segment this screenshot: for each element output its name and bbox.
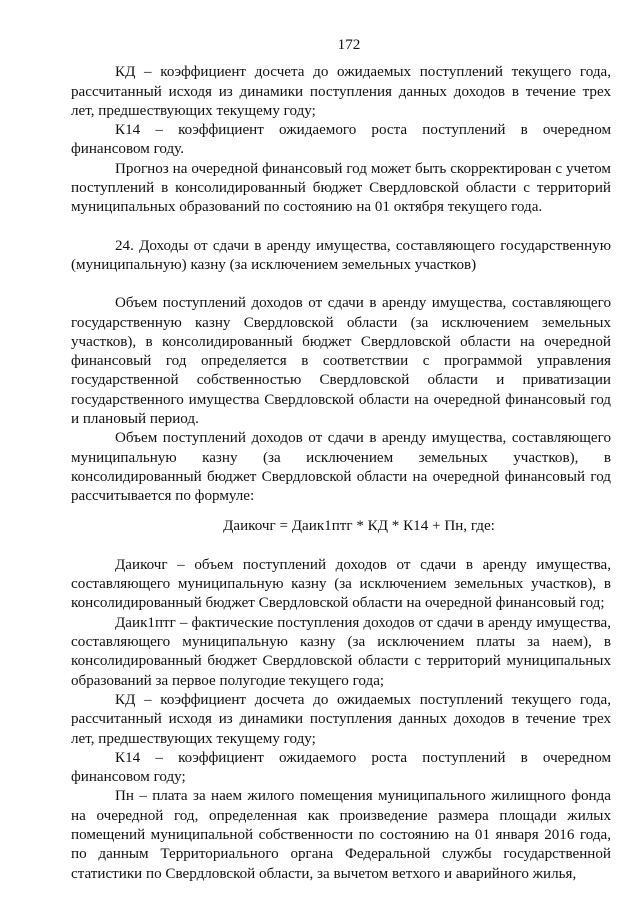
definition-kd: КД – коэффициент досчета до ожидаемых поступлений текущего года, рассчитанный исходя из динамики поступления данных доходов в течение трех лет, предшествующих текущему году; bbox=[71, 691, 611, 747]
paragraph-municipal-property-revenue: Объем поступлений доходов от сдачи в аренду имущества, составляющего муниципальную казну (за исключением земельных участков), в консолидированный бюджет Свердловской области на очередной финансовый год рассчитывается по формуле: bbox=[71, 430, 611, 505]
spacer bbox=[71, 275, 611, 294]
definition-pn: Пн – плата за наем жилого помещения муниципального жилищного фонда на очередной год, определенная как произведение размера площади жилых помещений муниципальной собственности по состоянию на 01 января 2016 года, по данным Территориального органа Федеральной службы государственной статистики по Свердловской области, за вычетом ветхого и аварийного жилья, bbox=[71, 788, 611, 882]
document-page bbox=[71, 36, 611, 884]
spacer bbox=[71, 218, 611, 237]
paragraph-kd-definition: КД – коэффициент досчета до ожидаемых поступлений текущего года, рассчитанный исходя из динамики поступления данных доходов в течение трех лет, предшествующих текущему году; bbox=[71, 64, 611, 119]
spacer bbox=[71, 507, 611, 517]
formula: Даикочг = Даик1птг * КД * К14 + Пн, где: bbox=[223, 517, 495, 534]
paragraph-k14-definition: К14 – коэффициент ожидаемого роста поступлений в очередном финансовом году. bbox=[71, 122, 611, 158]
definition-k14: К14 – коэффициент ожидаемого роста поступлений в очередном финансовом году; bbox=[71, 749, 611, 786]
spacer bbox=[71, 546, 611, 556]
definition-daik1ptg: Даик1птг – фактические поступления доходов от сдачи в аренду имущества, составляющего муниципальную казну (за исключением платы за наем), в консолидированный бюджет Свердловской области с территорий муниципальных образований за первое полугодие текущего года; bbox=[71, 614, 611, 689]
section-heading: 24. Доходы от сдачи в аренду имущества, составляющего государственную (муниципальную) казну (за исключением земельных участков) bbox=[71, 237, 611, 273]
paragraph-state-property-revenue: Объем поступлений доходов от сдачи в аренду имущества, составляющего государственную казну Свердловской области (за исключением земельных участков), в консолидированный бюджет Свердловской области на очередной финансовый год определяется в соответствии с программой управления государственной собственностью Свердловской области и приватизации государственного имущества Свердловской области на очередной финансовый год и плановый период. bbox=[71, 295, 611, 428]
spacer bbox=[71, 536, 611, 546]
paragraph-forecast-adjustment: Прогноз на очередной финансовый год может быть скорректирован с учетом поступлений в консолидированный бюджет Свердловской области с территорий муниципальных образований по состоянию на 01 октября текущего года. bbox=[71, 160, 611, 216]
definition-daikochg: Даикочг – объем поступлений доходов от сдачи в аренду имущества, составляющего муниципальную казну (за исключением земельных участков), в консолидированный бюджет Свердловской области на очередной финансовый год; bbox=[71, 556, 611, 612]
page-number: 172 bbox=[337, 37, 361, 53]
